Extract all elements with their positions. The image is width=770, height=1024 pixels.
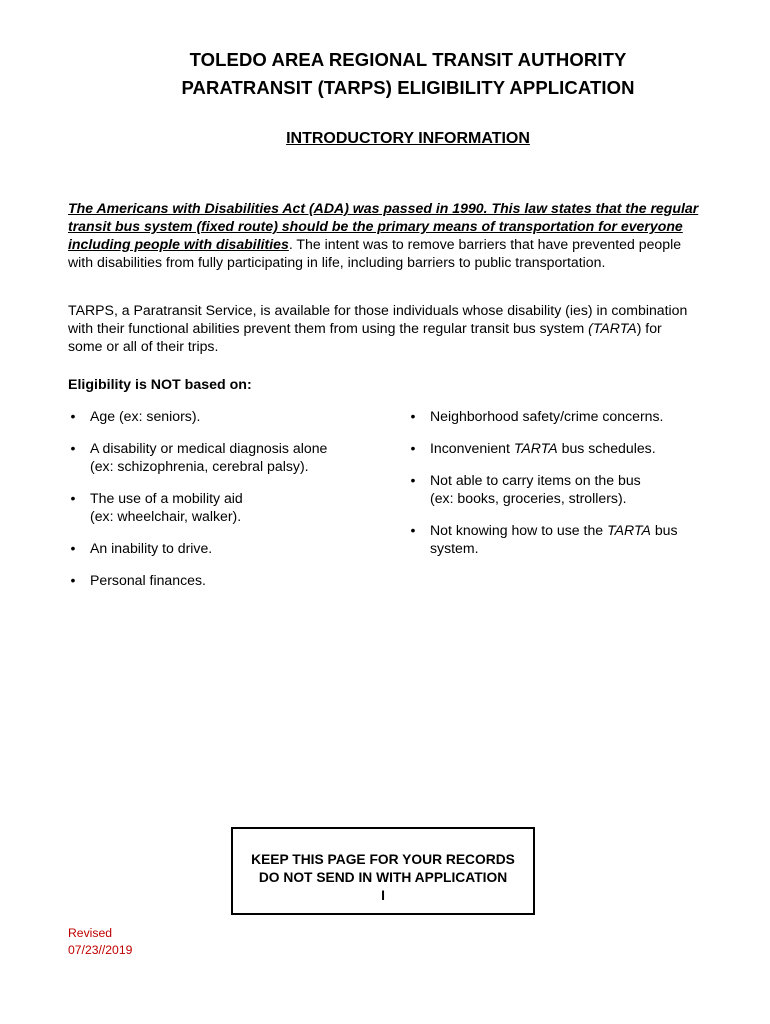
eligibility-heading: Eligibility is NOT based on: [68,377,252,393]
list-item: • An inability to drive. [68,539,388,557]
notice-line-2: DO NOT SEND IN WITH APPLICATION [258,870,508,885]
tarps-text-after: ) for some or all of their trips. [68,320,662,354]
bullet-icon: • [410,472,416,488]
list-item: • Not knowing how to use the TARTA bus system. [408,521,728,557]
title-application: PARATRANSIT (TARPS) ELIGIBILITY APPLICATION [181,77,635,98]
notice-line-3: I [381,888,385,903]
bullet-icon: • [410,440,416,456]
list-item: • Age (ex: seniors). [68,407,388,425]
tarps-paragraph [68,301,688,355]
notice-line-1: KEEP THIS PAGE FOR YOUR RECORDS [251,852,515,867]
tarps-text-before: TARPS, a Paratransit Service, is available for those individuals whose disability (ies) in combination with their functional abilities prevent them from using the regular transit bus system [68,302,688,336]
keep-records-notice [231,827,535,915]
intro-rest: . The intent was to remove barriers that have prevented people with disabilities from fully participating in life, including barriers to public transportation. [68,236,682,270]
eligibility-list-right [408,407,728,571]
list-item: • The use of a mobility aid (ex: wheelchair, walker). [68,489,388,525]
bullet-icon: • [410,408,416,424]
list-item: • A disability or medical diagnosis alone (ex: schizophrenia, cerebral palsy). [68,439,388,475]
intro-paragraph [68,199,708,271]
bullet-icon: • [70,408,76,424]
revised-label: Revised [68,926,113,940]
list-item: • Neighborhood safety/crime concerns. [408,407,728,425]
ada-statement: The Americans with Disabilities Act (ADA) was passed in 1990. This law states that the regular transit bus system (fixed route) should be the primary means of transportation for everyone including people with disabilities [68,200,699,252]
tarps-text-italic: (TARTA [588,320,637,336]
revision-note [68,925,132,959]
title-agency: TOLEDO AREA REGIONAL TRANSIT AUTHORITY [189,49,627,70]
document-title [0,46,770,102]
bullet-icon: • [70,540,76,556]
revised-date: 07/23//2019 [68,943,133,957]
section-title: INTRODUCTORY INFORMATION [286,130,530,147]
bullet-icon: • [70,572,76,588]
eligibility-list-left [68,407,388,603]
bullet-icon: • [70,440,76,456]
bullet-icon: • [70,490,76,506]
list-item: • Inconvenient TARTA bus schedules. [408,439,728,457]
list-item: • Personal finances. [68,571,388,589]
list-item: • Not able to carry items on the bus (ex: books, groceries, strollers). [408,471,728,507]
bullet-icon: • [410,522,416,538]
